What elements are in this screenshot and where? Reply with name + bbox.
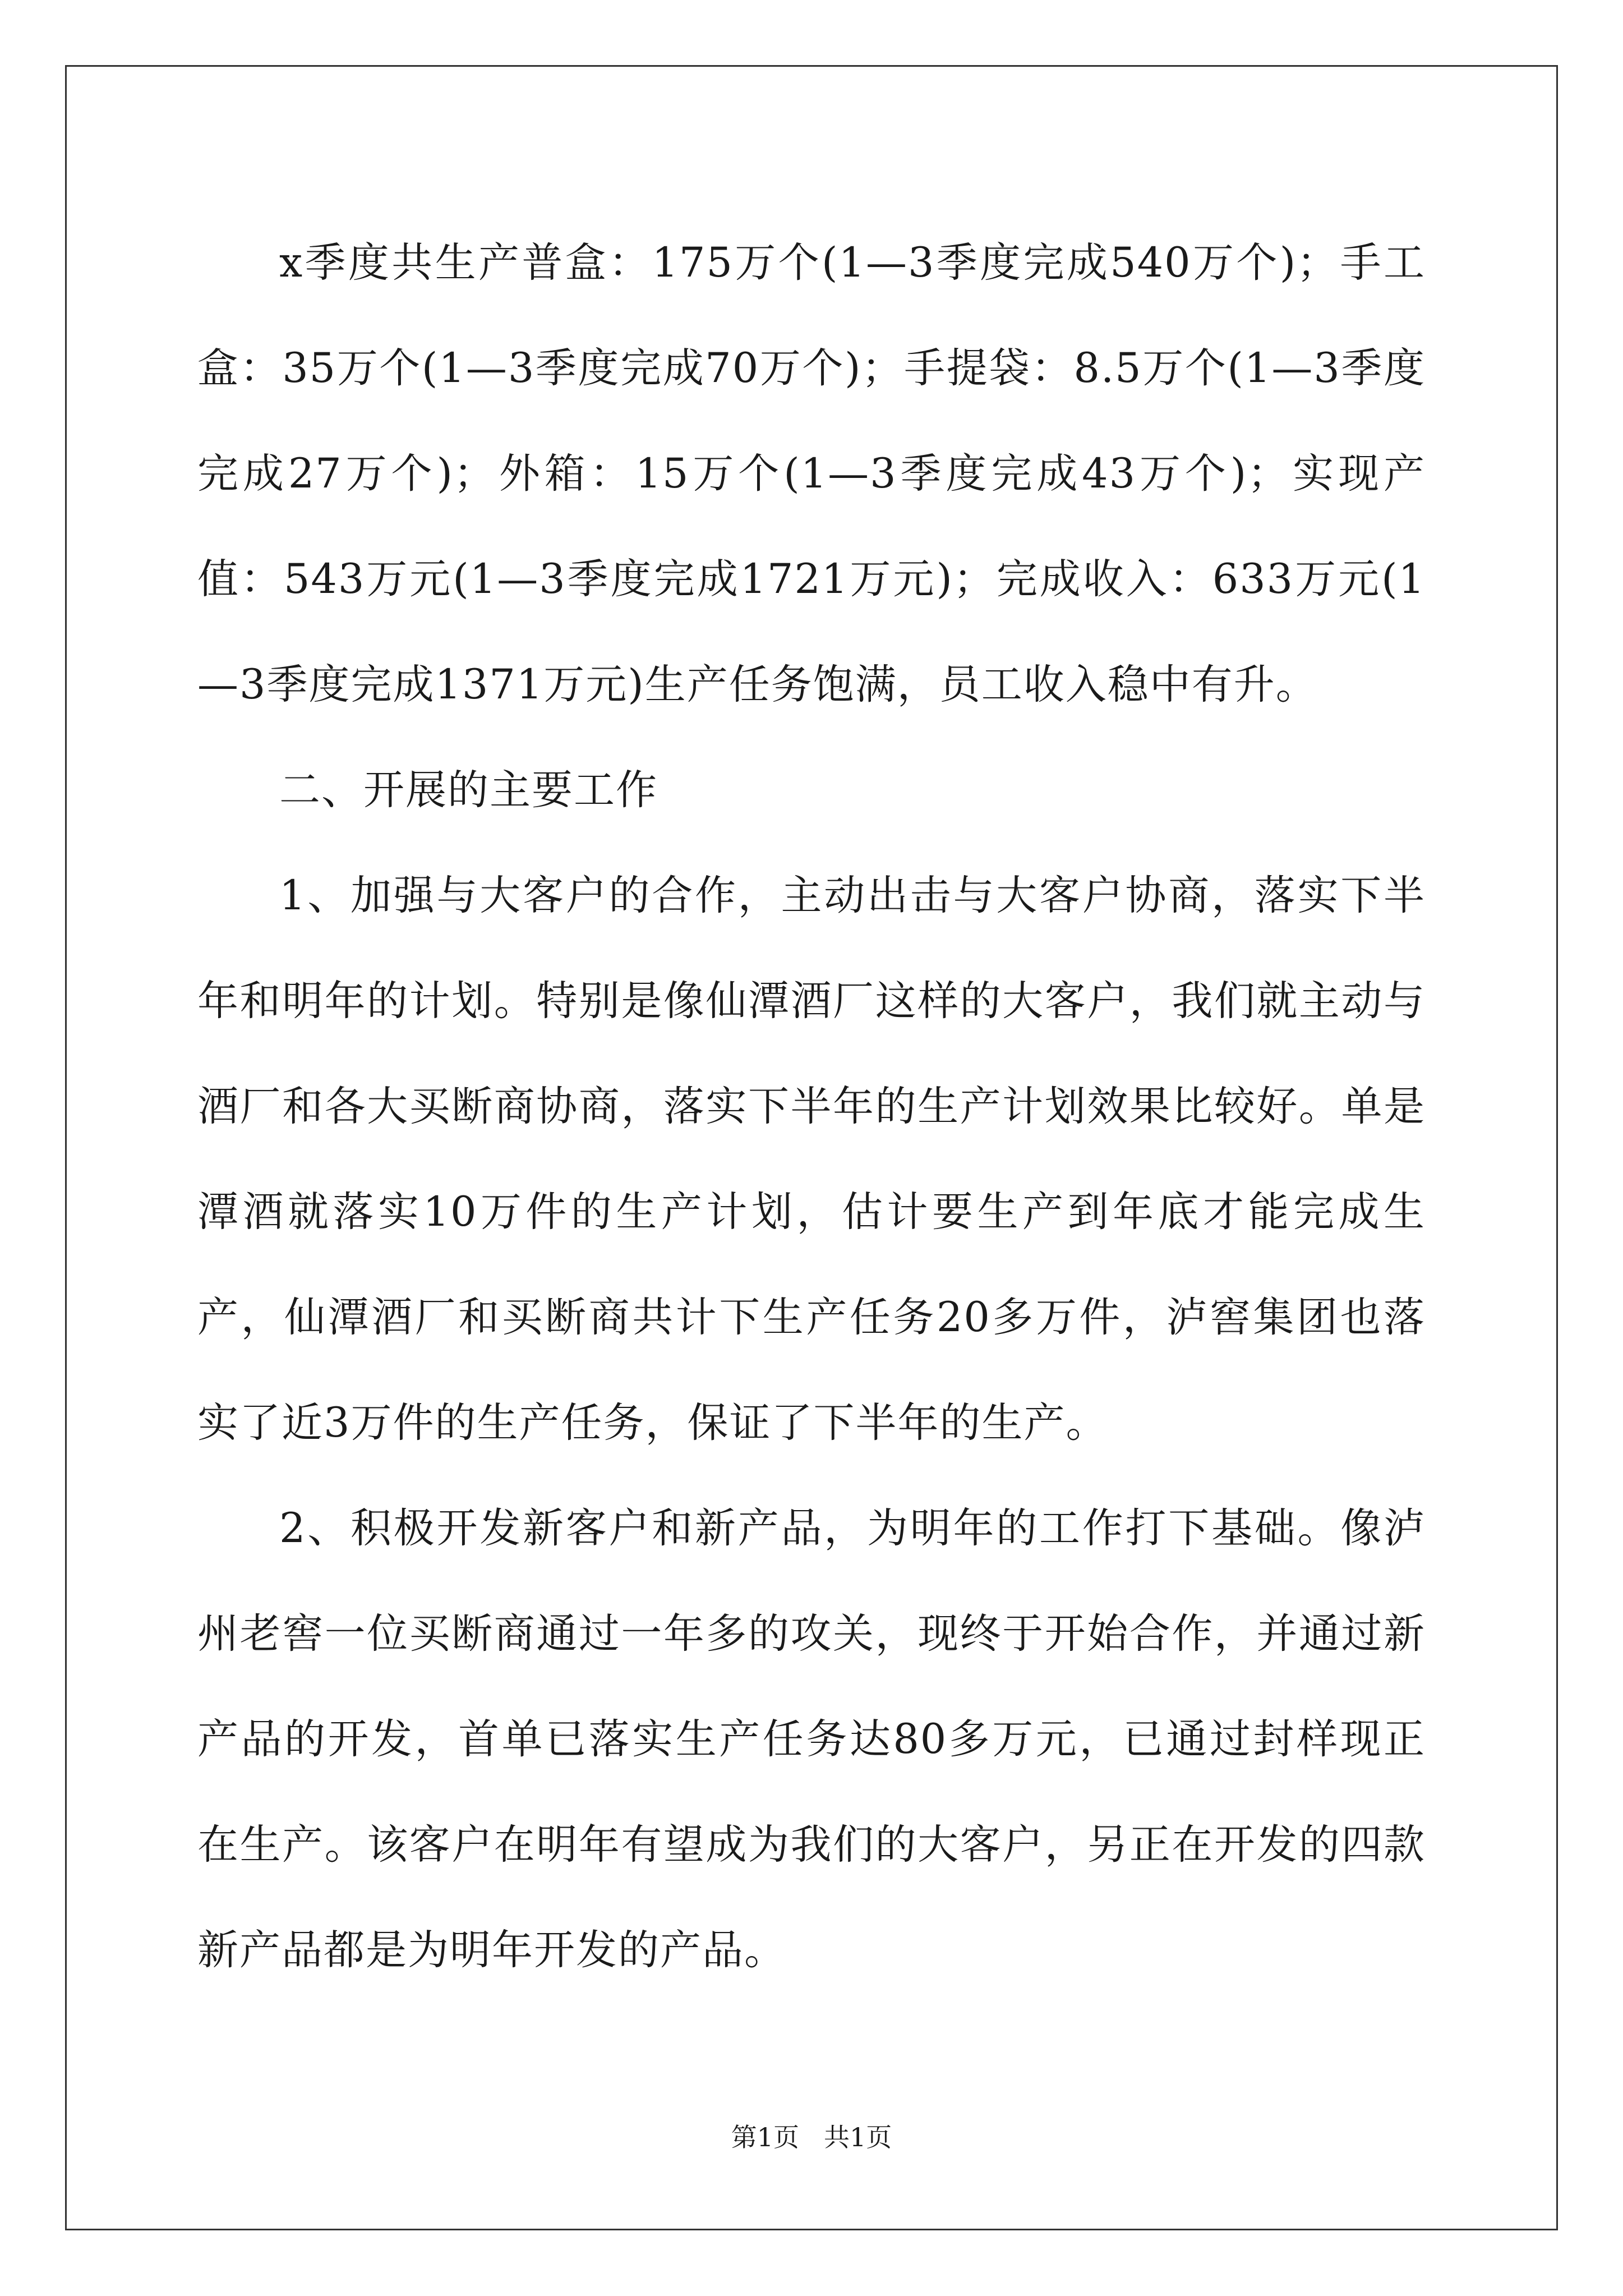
page-number-total: 共1页	[824, 2122, 892, 2152]
paragraph-new-clients-products: 2、积极开发新客户和新产品，为明年的工作打下基础。像泸州老窖一位买断商通过一年多的攻关，现终于开始合作，并通过新产品的开发，首单已落实生产任务达80多万元，已通过封样现正在生产。该客户在明年有望成为我们的大客户，另正在开发的四款新产品都是为明年开发的产品。	[197, 1504, 1426, 1974]
page-footer	[0, 2120, 1623, 2154]
document-body	[197, 210, 1426, 2003]
page-number-current: 第1页	[731, 2122, 799, 2152]
section-heading-main-work: 二、开展的主要工作	[279, 766, 658, 814]
paragraph-production-summary: x季度共生产普盒：175万个(1—3季度完成540万个)；手工盒：35万个(1—3季度完成70万个)；手提袋：8.5万个(1—3季度完成27万个)；外箱：15万个(1—3季度完成43万个)；实现产值：543万元(1—3季度完成1721万元)；完成收入：633万元(1—3季度完成1371万元)生产任务饱满，员工收入稳中有升。	[197, 239, 1426, 708]
paragraph-major-clients: 1、加强与大客户的合作，主动出击与大客户协商，落实下半年和明年的计划。特别是像仙潭酒厂这样的大客户，我们就主动与酒厂和各大买断商协商，落实下半年的生产计划效果比较好。单是潭酒就落实10万件的生产计划，估计要生产到年底才能完成生产，仙潭酒厂和买断商共计下生产任务20多万件，泸窖集团也落实了近3万件的生产任务，保证了下半年的生产。	[197, 872, 1426, 1447]
